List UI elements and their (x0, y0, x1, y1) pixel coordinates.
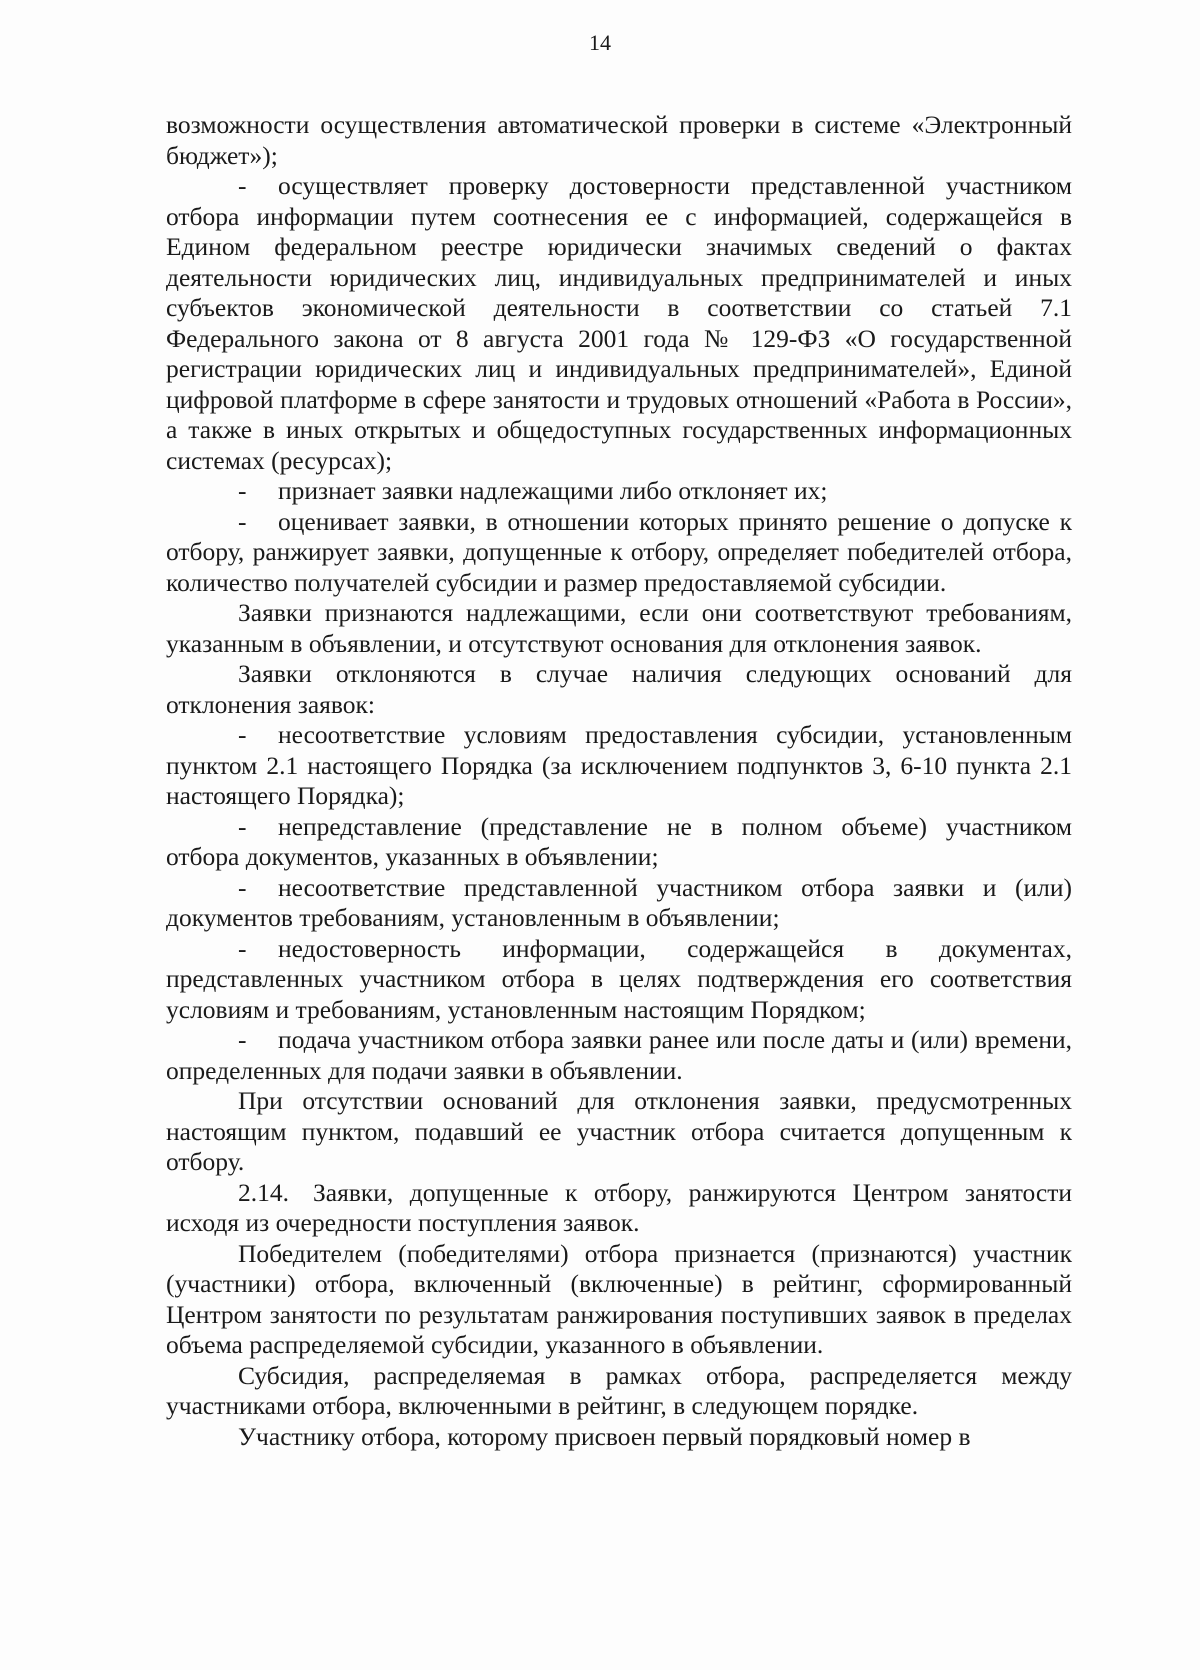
bullet-dash: - (238, 476, 247, 505)
list-item-text: недостоверность информации, содержащейся в документах, представленных участником отбора в целях подтверждения его соответствия условиям и требованиям, установленным настоящим Порядком; (166, 933, 1072, 1024)
list-item-nonconformity-conditions (166, 720, 1072, 812)
list-item-text: осуществляет проверку достоверности представленной участником отбора информации путем соотнесения ее с информацией, содержащейся в Едином федеральном реестре юридически значимых сведений о фактах деятельности юридических лиц, индивидуальных предпринимателей и иных субъектов экономической деятельности в соответствии со статьей 7.1 Федерального закона от 8 августа 2001 года № 129-ФЗ «О государственной регистрации юридических лиц и индивидуальных предпринимателей», Единой цифровой платформе в сфере занятости и трудовых отношений «Работа в России», а также в иных открытых и общедоступных государственных информационных системах (ресурсах); (166, 171, 1072, 475)
bullet-dash: - (238, 811, 247, 841)
clause-number: 2.14. (238, 1177, 289, 1207)
list-item-text: подача участником отбора заявки ранее или после даты и (или) времени, определенных для подачи заявки в объявлении. (166, 1025, 1072, 1085)
list-item-text: оценивает заявки, в отношении которых принято решение о допуске к отбору, ранжирует заявки, допущенные к отбору, определяет победителей отбора, количество получателей субсидии и размер предоставляемой субсидии. (166, 506, 1072, 597)
list-item-late-submission (166, 1025, 1072, 1086)
list-item-text: несоответствие представленной участником отбора заявки и (или) документов требованиям, установленным в объявлении; (166, 872, 1072, 932)
list-item-text: непредставление (представление не в полном объеме) участником отбора документов, указанных в объявлении; (166, 811, 1072, 871)
clause-text: Заявки, допущенные к отбору, ранжируются Центром занятости исходя из очередности поступления заявок. (166, 1177, 1072, 1237)
bullet-dash: - (238, 720, 247, 749)
paragraph-first-participant: Участнику отбора, которому присвоен первый порядковый номер в (238, 1421, 971, 1451)
bullet-dash: - (238, 933, 247, 963)
list-item-verify-information (166, 171, 1072, 476)
bullet-dash: - (238, 506, 247, 536)
document-body (166, 110, 1072, 1452)
paragraph-proper-applications: Заявки признаются надлежащими, если они соответствуют требованиям, указанным в объявлении, и отсутствуют основания для отклонения заявок. (166, 598, 1072, 658)
list-item-text: признает заявки надлежащими либо отклоняет их; (278, 476, 828, 505)
list-item-missing-documents (166, 812, 1072, 873)
paragraph-winners: Победителем (победителями) отбора признается (признаются) участник (участники) отбора, включенный (включенные) в рейтинг, сформированный Центром занятости по результатам ранжирования поступивших заявок в пределах объема распределяемой субсидии, указанного в объявлении. (166, 1238, 1072, 1359)
list-item-text: несоответствие условиям предоставления субсидии, установленным пунктом 2.1 настоящего Порядка (за исключением подпунктов 3, 6-10 пункта 2.1 настоящего Порядка); (166, 720, 1072, 810)
paragraph-clause-2-14 (166, 1178, 1072, 1239)
list-item-nonconformity-requirements (166, 873, 1072, 934)
paragraph-admitted: При отсутствии оснований для отклонения заявки, предусмотренных настоящим пунктом, подавший ее участник отбора считается допущенным к отбору. (166, 1086, 1072, 1176)
bullet-dash: - (238, 1025, 247, 1054)
list-item-false-information (166, 934, 1072, 1026)
bullet-dash: - (238, 171, 247, 200)
paragraph-continuation: возможности осуществления автоматической проверки в системе «Электронный бюджет»); (166, 110, 1072, 170)
list-item-accept-reject (166, 476, 1072, 507)
paragraph-rejection-grounds: Заявки отклоняются в случае наличия следующих оснований для отклонения заявок: (166, 659, 1072, 719)
page-number: 14 (589, 30, 611, 55)
list-item-evaluate-rank (166, 507, 1072, 599)
bullet-dash: - (238, 872, 247, 902)
paragraph-distribution: Субсидия, распределяемая в рамках отбора, распределяется между участниками отбора, включенными в рейтинг, в следующем порядке. (166, 1360, 1072, 1420)
